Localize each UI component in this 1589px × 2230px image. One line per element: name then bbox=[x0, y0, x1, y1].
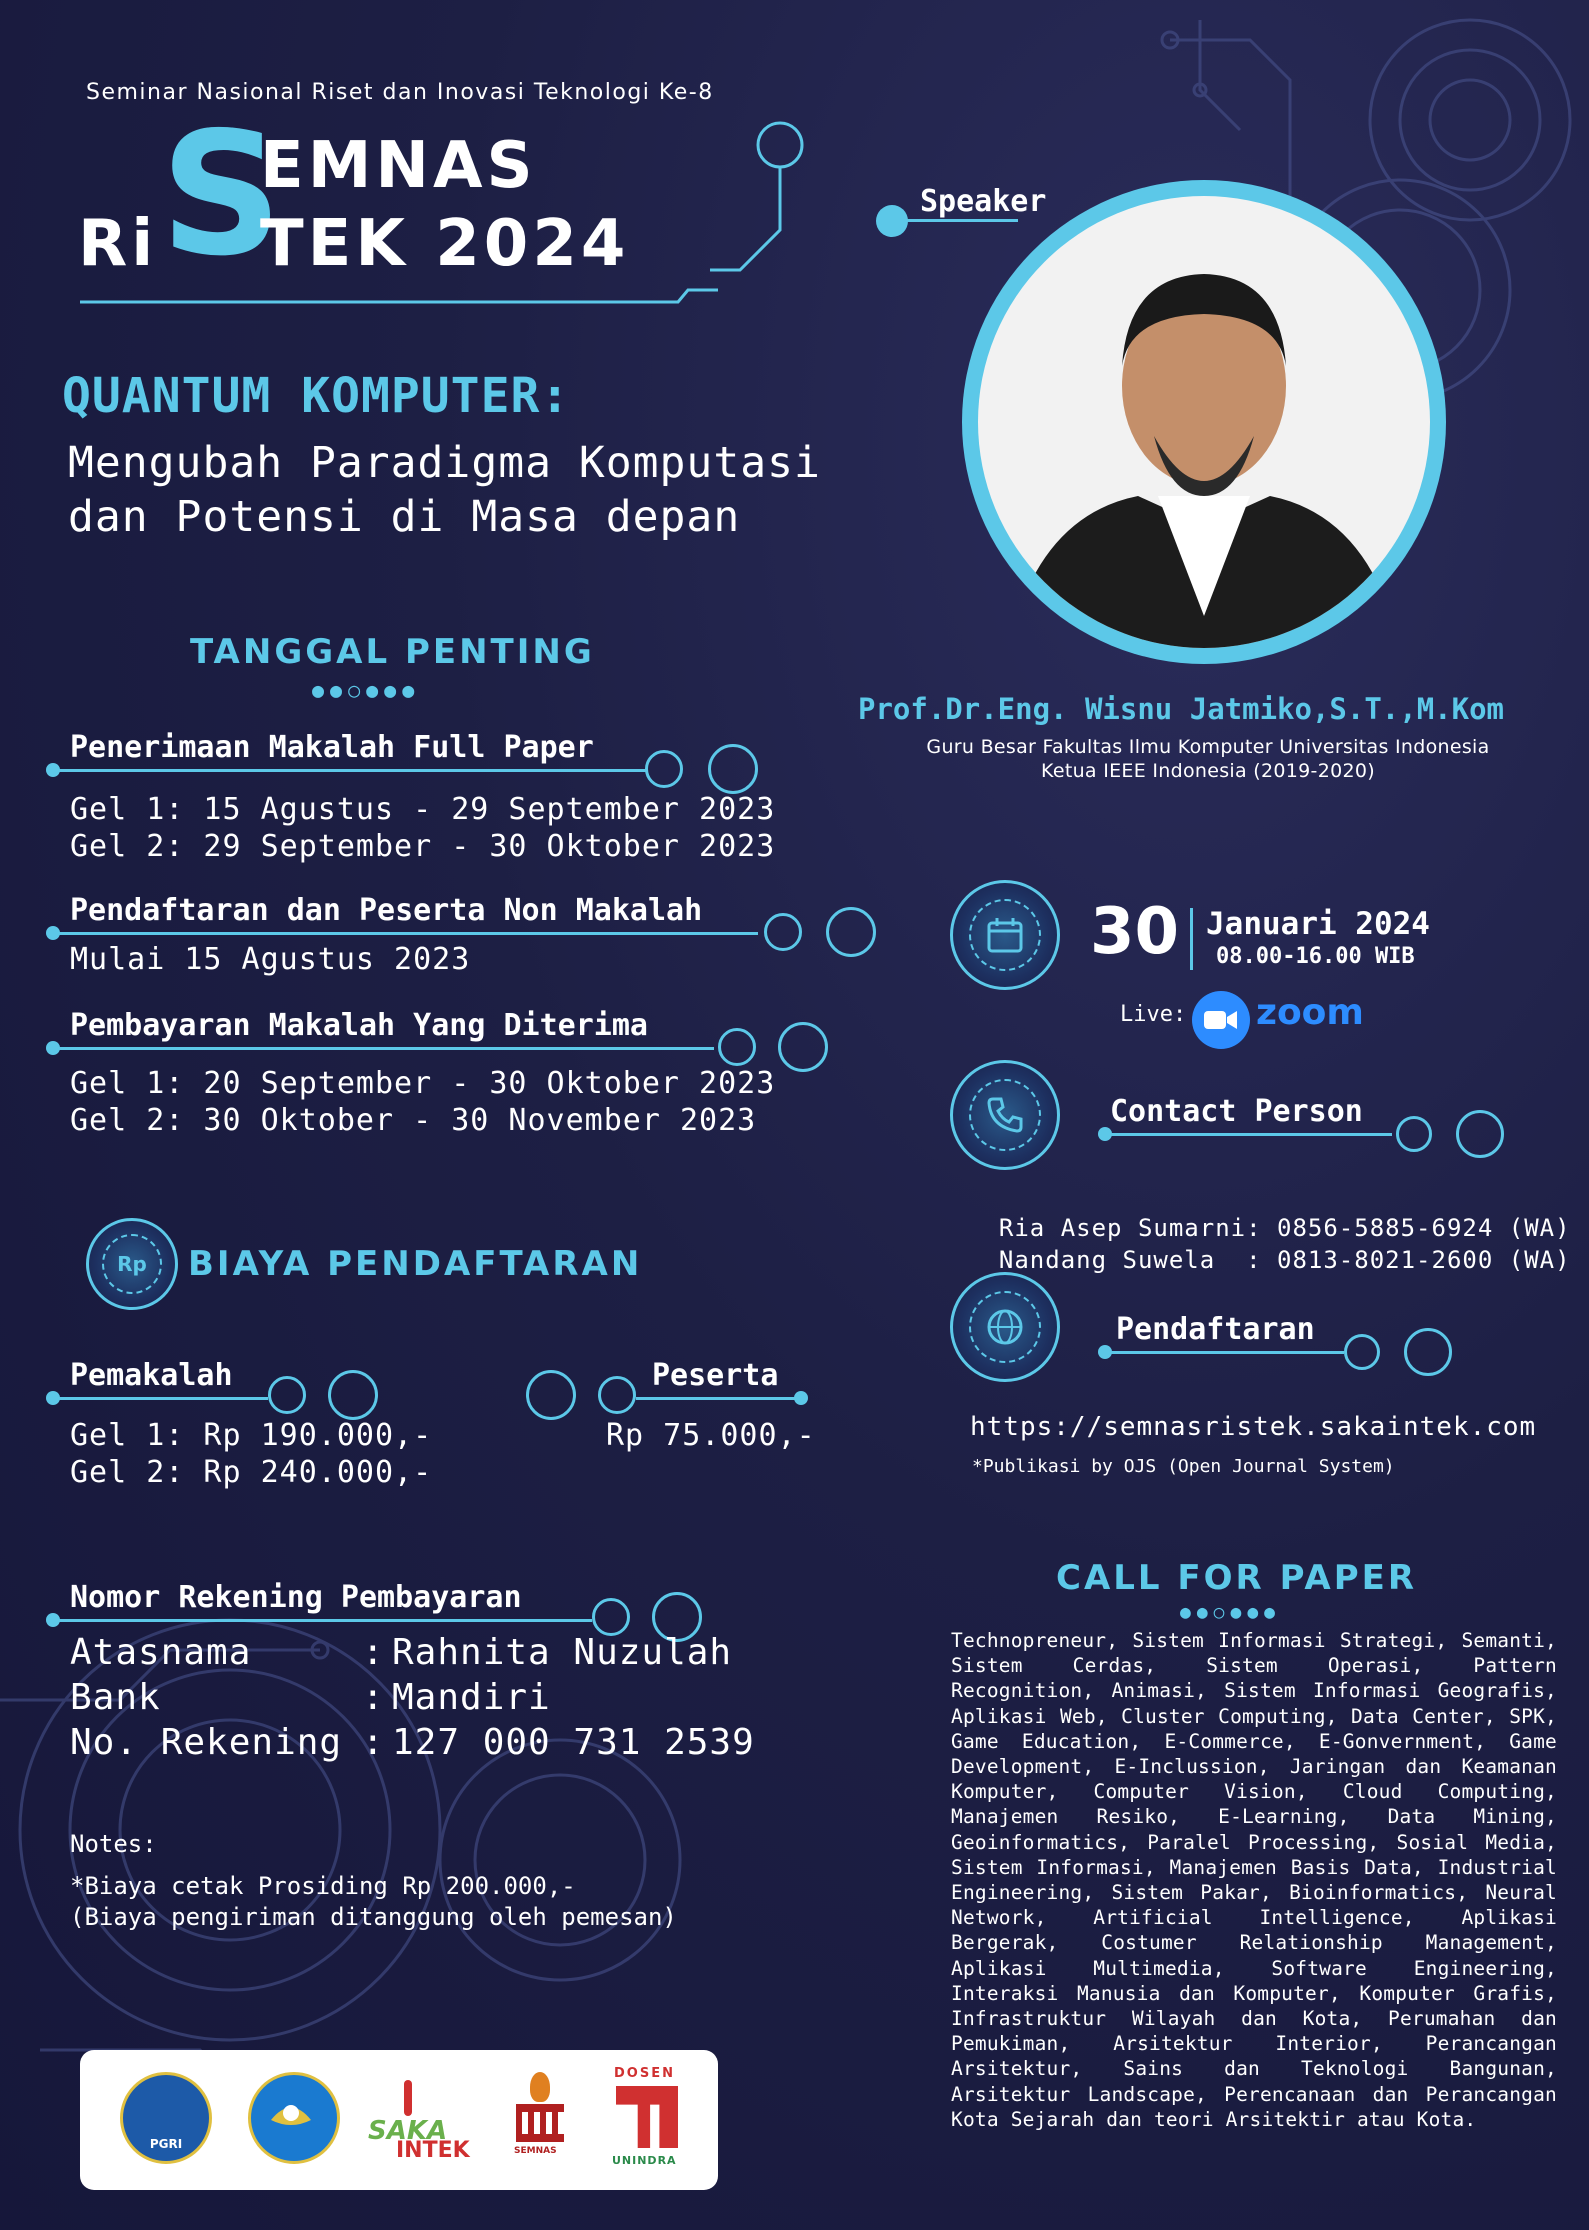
full-paper-gel-1: Gel 1: 15 Agustus - 29 September 2023 bbox=[70, 792, 776, 827]
registration-note: *Publikasi by OJS (Open Journal System) bbox=[972, 1456, 1395, 1477]
registration-title: Pendaftaran bbox=[1116, 1312, 1315, 1347]
payment-gel-2: Gel 2: 30 Oktober - 30 November 2023 bbox=[70, 1103, 757, 1138]
circle-decoration bbox=[764, 913, 802, 951]
non-paper-title: Pendaftaran dan Peserta Non Makalah bbox=[70, 893, 703, 928]
tut-wuri-handayani-logo bbox=[248, 2072, 340, 2164]
participant-fee: Rp 75.000,- bbox=[606, 1418, 816, 1453]
circle-decoration bbox=[1404, 1328, 1452, 1376]
sponsor-logos-panel bbox=[80, 2050, 718, 2190]
logo-emnas: EMNAS bbox=[260, 129, 537, 203]
pgri-logo-text: PGRI bbox=[149, 2137, 183, 2151]
account-value: Mandiri bbox=[392, 1677, 551, 1718]
zoom-wordmark: zoom bbox=[1256, 992, 1364, 1033]
saka-intek-logo bbox=[368, 2080, 488, 2166]
call-for-paper-topics: Technopreneur, Sistem Informasi Strategi, Semanti, Sistem Cerdas, Sistem Operasi, Pattern Recognition, Animasi, Sistem Informasi Geografis, Aplikasi Web, Cluster Computing, Data Center, SPK, Game Education, E-Commerce, E-Gonvernment, Game Development, E-Inclussion, Jaringan dan Keamanan Komputer, Computer Vision, Cloud Computing, Manajemen Resiko, E-Learning, Data Mining, Geoinformatics, Paralel Processing, Sosial Media, Sistem Informasi, Manajemen Basis Data, Industrial Engineering, Sistem Pakar, Bioinformatics, Neural Network, Artificial Intelligence, Aplikasi Bergerak, Costumer Relationship Management, Aplikasi Multimedia, Software Engineering, Interaksi Manusia dan Komputer, Komputer Grafis, Infrastruktur Wilayah dan Kota, Perumahan dan Pemukiman, Arsitektur Interior, Perancangan Arsitektur, Sains dan Teknologi Bangunan, Arsitektur Landscape, Perencanaan dan Perancangan Kota Sejarah dan teori Arsitektir atau Kota. bbox=[951, 1629, 1557, 2131]
calendar-icon bbox=[985, 915, 1025, 955]
camera-icon bbox=[1204, 1009, 1238, 1031]
circle-decoration bbox=[718, 1028, 756, 1066]
live-label: Live: bbox=[1120, 1002, 1187, 1027]
presenter-title: Pemakalah bbox=[70, 1358, 233, 1393]
circle-decoration bbox=[268, 1376, 306, 1414]
divider-line bbox=[1110, 1351, 1344, 1354]
calendar-badge bbox=[950, 880, 1060, 990]
fees-heading: BIAYA PENDAFTARAN bbox=[188, 1244, 643, 1284]
account-label: Atasnama bbox=[70, 1632, 252, 1673]
topic-title: QUANTUM KOMPUTER: bbox=[62, 368, 571, 424]
intek-text: INTEK bbox=[396, 2138, 470, 2163]
pgri-logo bbox=[120, 2072, 212, 2164]
ti-mark-icon bbox=[616, 2086, 678, 2148]
speaker-portrait-icon bbox=[978, 196, 1430, 648]
divider-line bbox=[906, 219, 1018, 222]
logo-tek-2024: TEK 2024 bbox=[260, 207, 630, 281]
speaker-name: Prof.Dr.Eng. Wisnu Jatmiko,S.T.,M.Kom bbox=[858, 692, 1505, 726]
circle-decoration bbox=[592, 1598, 630, 1636]
speaker-label: Speaker bbox=[920, 184, 1047, 219]
circle-decoration bbox=[778, 1022, 828, 1072]
rupiah-icon: Rp bbox=[117, 1252, 147, 1276]
flame-icon bbox=[530, 2072, 550, 2102]
contact-phone: 0813-8021-2600 (WA) bbox=[1277, 1246, 1571, 1274]
divider-line bbox=[636, 1397, 800, 1400]
speaker-role-2: Ketua IEEE Indonesia (2019-2020) bbox=[1041, 760, 1375, 782]
divider-line bbox=[58, 769, 648, 772]
circle-decoration bbox=[1344, 1334, 1380, 1370]
account-colon: : bbox=[362, 1722, 385, 1763]
account-value: Rahnita Nuzulah bbox=[392, 1632, 733, 1673]
globe-icon bbox=[985, 1307, 1025, 1347]
event-day: 30 bbox=[1090, 895, 1180, 969]
dosen-ti-unindra-logo bbox=[610, 2066, 690, 2176]
rupiah-badge bbox=[86, 1218, 178, 1310]
circle-decoration bbox=[526, 1370, 576, 1420]
call-for-paper-heading: CALL FOR PAPER bbox=[1056, 1558, 1418, 1598]
payment-title: Pembayaran Makalah Yang Diterima bbox=[70, 1008, 648, 1043]
circle-decoration bbox=[598, 1376, 636, 1414]
contact-name: Nandang Suwela : bbox=[998, 1246, 1262, 1274]
unindra-text: UNINDRA bbox=[612, 2154, 677, 2167]
seminar-subtitle: Seminar Nasional Riset dan Inovasi Teknologi Ke-8 bbox=[86, 80, 714, 105]
dosen-text: DOSEN bbox=[614, 2066, 675, 2081]
dots-divider: ●●○●●● bbox=[1180, 1602, 1282, 1623]
circle-decoration bbox=[826, 907, 876, 957]
building-icon bbox=[516, 2104, 564, 2142]
bullet-dot bbox=[794, 1391, 808, 1405]
circle-decoration bbox=[645, 750, 683, 788]
account-colon: : bbox=[362, 1677, 385, 1718]
dots-divider: ●●○●●● bbox=[312, 678, 421, 702]
non-paper-start: Mulai 15 Agustus 2023 bbox=[70, 942, 471, 977]
logo-ri: Ri bbox=[78, 207, 158, 281]
presenter-gel-1: Gel 1: Rp 190.000,- bbox=[70, 1418, 433, 1453]
circle-decoration bbox=[1456, 1110, 1504, 1158]
semnas-logo bbox=[510, 2072, 570, 2172]
topic-line-1: Mengubah Paradigma Komputasi bbox=[68, 438, 821, 488]
full-paper-gel-2: Gel 2: 29 September - 30 Oktober 2023 bbox=[70, 829, 776, 864]
circle-decoration bbox=[1396, 1116, 1432, 1152]
speaker-photo bbox=[978, 196, 1430, 648]
important-dates-heading: TANGGAL PENTING bbox=[190, 632, 595, 672]
full-paper-title: Penerimaan Makalah Full Paper bbox=[70, 730, 594, 765]
zoom-logo-icon bbox=[1192, 991, 1250, 1049]
contact-name: Ria Asep Sumarni: bbox=[998, 1214, 1262, 1242]
logo-big-s: S bbox=[160, 96, 283, 294]
account-label: Bank bbox=[70, 1677, 161, 1718]
divider-line bbox=[58, 1619, 592, 1622]
divider-line bbox=[1110, 1133, 1392, 1136]
semnas-ristek-logo bbox=[78, 96, 718, 305]
date-separator bbox=[1190, 908, 1193, 970]
registration-url[interactable]: https://semnasristek.sakaintek.com bbox=[970, 1412, 1537, 1442]
speaker-photo-frame bbox=[962, 180, 1446, 664]
event-time: 08.00-16.00 WIB bbox=[1216, 944, 1415, 969]
presenter-gel-2: Gel 2: Rp 240.000,- bbox=[70, 1455, 433, 1490]
divider-line bbox=[58, 1047, 714, 1050]
participant-title: Peserta bbox=[652, 1358, 779, 1393]
contact-phone: 0856-5885-6924 (WA) bbox=[1277, 1214, 1571, 1242]
speaker-dot bbox=[876, 205, 908, 237]
phone-icon bbox=[985, 1095, 1025, 1135]
notes-title: Notes: bbox=[70, 1830, 157, 1858]
phone-badge bbox=[950, 1060, 1060, 1170]
account-title: Nomor Rekening Pembayaran bbox=[70, 1580, 522, 1615]
semnas-logo-text: SEMNAS bbox=[514, 2146, 557, 2156]
topic-line-2: dan Potensi di Masa depan bbox=[68, 492, 741, 542]
circle-decoration bbox=[708, 744, 758, 794]
event-month-year: Januari 2024 bbox=[1206, 906, 1430, 942]
speaker-role-1: Guru Besar Fakultas Ilmu Komputer Universitas Indonesia bbox=[926, 736, 1490, 758]
divider-line bbox=[58, 1397, 268, 1400]
logo-circuit-decoration bbox=[700, 100, 820, 300]
account-colon: : bbox=[362, 1632, 385, 1673]
account-label: No. Rekening bbox=[70, 1722, 343, 1763]
globe-badge bbox=[950, 1272, 1060, 1382]
circle-decoration bbox=[328, 1370, 378, 1420]
notes-line-1: *Biaya cetak Prosiding Rp 200.000,- bbox=[70, 1872, 576, 1900]
saka-text: SAKA bbox=[368, 2116, 448, 2146]
contact-row-2 bbox=[968, 1218, 1571, 1274]
torch-icon bbox=[404, 2080, 412, 2116]
account-value: 127 000 731 2539 bbox=[392, 1722, 755, 1763]
contact-title: Contact Person bbox=[1110, 1094, 1363, 1129]
notes-line-2: (Biaya pengiriman ditanggung oleh pemesan) bbox=[70, 1903, 677, 1931]
payment-gel-1: Gel 1: 20 September - 30 Oktober 2023 bbox=[70, 1066, 776, 1101]
divider-line bbox=[58, 932, 758, 935]
